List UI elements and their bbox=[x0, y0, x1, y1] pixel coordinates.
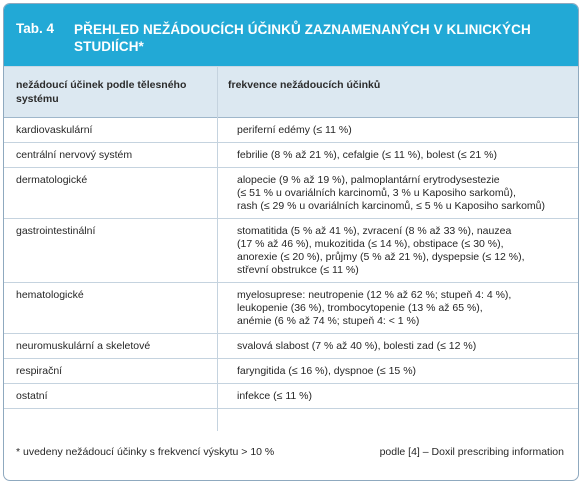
frequency-cell bbox=[226, 384, 578, 409]
table-row bbox=[4, 359, 578, 384]
table-number: Tab. 4 bbox=[16, 21, 55, 36]
frequency-line: myelosuprese: neutropenie (12 % až 62 %; stupeň 4: 4 %), bbox=[237, 289, 512, 301]
table-row bbox=[4, 283, 578, 334]
frequency-line: (≤ 51 % u ovariálních karcinomů, 3 % u Kaposiho sarkomů), bbox=[237, 187, 516, 199]
body-system-cell: hematologické bbox=[4, 283, 226, 334]
body-system-cell: kardiovaskulární bbox=[4, 118, 226, 143]
table-row bbox=[4, 334, 578, 359]
table-row bbox=[4, 118, 578, 143]
column-header-system: nežádoucí účinek podle tělesného systému bbox=[16, 79, 187, 105]
frequency-line: svalová slabost (7 % až 40 %), bolesti zad (≤ 12 %) bbox=[237, 340, 477, 352]
body-system-cell: centrální nervový systém bbox=[4, 143, 226, 168]
frequency-line: infekce (≤ 11 %) bbox=[237, 390, 313, 402]
frequency-line: alopecie (9 % až 19 %), palmoplantární erytrodysestezie bbox=[237, 174, 500, 186]
frequency-line: stomatitida (5 % až 41 %), zvracení (8 % až 33 %), nauzea bbox=[237, 225, 512, 237]
frequency-cell bbox=[226, 118, 578, 143]
source-citation: podle [4] – Doxil prescribing information bbox=[379, 446, 564, 458]
column-header-frequency: frekvence nežádoucích účinků bbox=[228, 79, 381, 91]
adverse-effects-table-card bbox=[3, 3, 579, 481]
table-row bbox=[4, 219, 578, 283]
body-system-cell: ostatní bbox=[4, 384, 226, 409]
frequency-cell bbox=[226, 283, 578, 334]
table-row bbox=[4, 384, 578, 409]
table-row bbox=[4, 168, 578, 219]
body-system-cell: dermatologické bbox=[4, 168, 226, 219]
frequency-line: střevní obstrukce (≤ 11 %) bbox=[237, 264, 359, 276]
frequency-line: febrilie (8 % až 21 %), cefalgie (≤ 11 %), bolest (≤ 21 %) bbox=[237, 149, 497, 161]
table-row bbox=[4, 143, 578, 168]
body-system-cell: respirační bbox=[4, 359, 226, 384]
frequency-line: anorexie (≤ 20 %), průjmy (5 % až 21 %), dyspepsie (≤ 12 %), bbox=[237, 251, 525, 263]
frequency-cell bbox=[226, 334, 578, 359]
frequency-line: rash (≤ 29 % u ovariálních karcinomů, ≤ 5 % u Kaposiho sarkomů) bbox=[237, 200, 545, 212]
table-title: PŘEHLED NEŽÁDOUCÍCH ÚČINKŮ ZAZNAMENANÝCH V KLINICKÝCH STUDIÍCH* bbox=[74, 22, 531, 54]
frequency-line: anémie (6 % až 74 %; stupeň 4: < 1 %) bbox=[237, 315, 420, 327]
column-header-row bbox=[4, 67, 578, 118]
frequency-line: (17 % až 46 %), mukozitida (≤ 14 %), obstipace (≤ 30 %), bbox=[237, 238, 504, 250]
frequency-cell bbox=[226, 359, 578, 384]
frequency-cell bbox=[226, 219, 578, 283]
body-system-cell: gastrointestinální bbox=[4, 219, 226, 283]
frequency-line: periferní edémy (≤ 11 %) bbox=[237, 124, 352, 136]
frequency-line: faryngitida (≤ 16 %), dyspnoe (≤ 15 %) bbox=[237, 365, 417, 377]
frequency-cell bbox=[226, 143, 578, 168]
frequency-line: leukopenie (36 %), trombocytopenie (13 % až 65 %), bbox=[237, 302, 483, 314]
body-system-cell: neuromuskulární a skeletové bbox=[4, 334, 226, 359]
footnote: * uvedeny nežádoucí účinky s frekvencí výskytu > 10 % bbox=[16, 446, 275, 458]
frequency-cell bbox=[226, 168, 578, 219]
adverse-effects-table bbox=[4, 118, 578, 409]
column-divider bbox=[217, 67, 218, 431]
table-title-bar bbox=[4, 4, 578, 67]
